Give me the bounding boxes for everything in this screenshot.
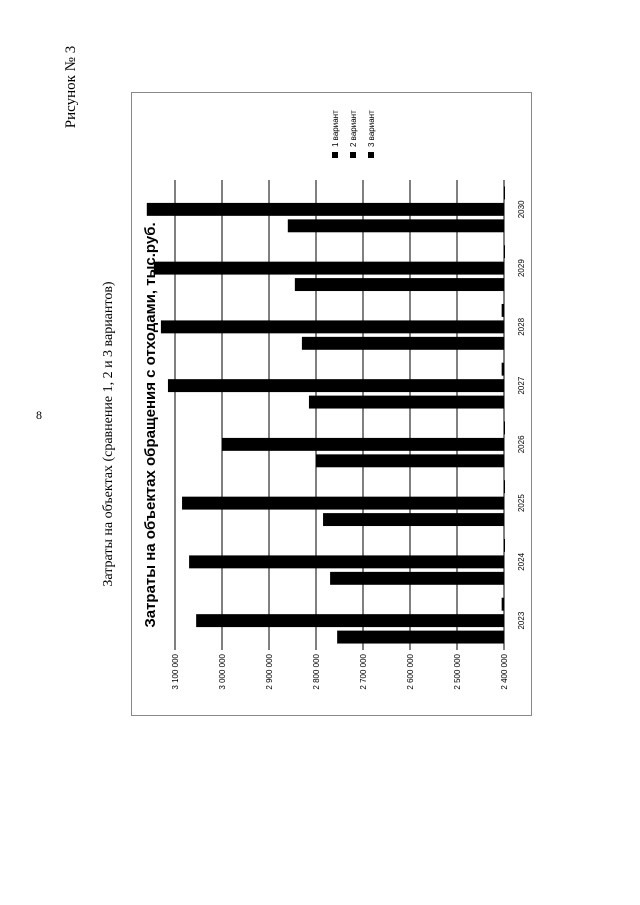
bar — [182, 497, 504, 510]
value-tick-label: 2 400 000 — [500, 654, 509, 690]
figure-label: Рисунок № 3 — [63, 45, 79, 129]
value-tick-label: 2 700 000 — [359, 654, 368, 690]
figure-caption: Затраты на объектах (сравнение 1, 2 и 3 вариантов) — [101, 281, 116, 587]
bar — [147, 203, 504, 216]
value-tick-label: 3 100 000 — [171, 654, 180, 690]
value-tick-label: 2 500 000 — [453, 654, 462, 690]
legend-entry: 3 вариант — [367, 110, 376, 147]
bar — [222, 438, 504, 451]
legend-swatch — [332, 152, 338, 158]
bar — [196, 614, 504, 627]
bar — [168, 379, 504, 392]
value-tick-label: 2 800 000 — [312, 654, 321, 690]
bar — [316, 454, 504, 467]
category-tick-label: 2023 — [517, 611, 526, 630]
bar — [302, 337, 504, 350]
bar — [504, 186, 505, 199]
category-tick-label: 2025 — [517, 494, 526, 513]
chart-title: Затраты на объектах обращения с отходами, тыс.руб. — [142, 222, 159, 628]
legend-entry: 1 вариант — [331, 110, 340, 147]
cost-chart — [131, 92, 532, 716]
category-tick-label: 2026 — [517, 435, 526, 454]
page-number: 8 — [36, 408, 42, 422]
bar — [504, 539, 505, 552]
bar — [288, 219, 504, 232]
legend-swatch — [350, 152, 356, 158]
bar — [154, 262, 504, 275]
category-tick-label: 2028 — [517, 317, 526, 336]
bar — [330, 572, 504, 585]
category-tick-label: 2024 — [517, 552, 526, 571]
bar — [502, 363, 504, 376]
bar — [295, 278, 504, 291]
category-tick-label: 2029 — [517, 259, 526, 278]
value-tick-label: 2 900 000 — [265, 654, 274, 690]
bar — [502, 304, 504, 317]
bar — [161, 320, 504, 333]
value-tick-label: 3 000 000 — [218, 654, 227, 690]
legend-swatch — [368, 152, 374, 158]
bar — [189, 555, 504, 568]
bar — [323, 513, 504, 526]
bar — [504, 245, 505, 258]
category-tick-label: 2027 — [517, 376, 526, 395]
legend-entry: 2 вариант — [349, 110, 358, 147]
bar — [309, 396, 504, 409]
category-tick-label: 2030 — [517, 200, 526, 219]
bar — [502, 598, 504, 611]
value-tick-label: 2 600 000 — [406, 654, 415, 690]
bar — [337, 631, 504, 644]
bar — [504, 421, 505, 434]
bar — [504, 480, 505, 493]
